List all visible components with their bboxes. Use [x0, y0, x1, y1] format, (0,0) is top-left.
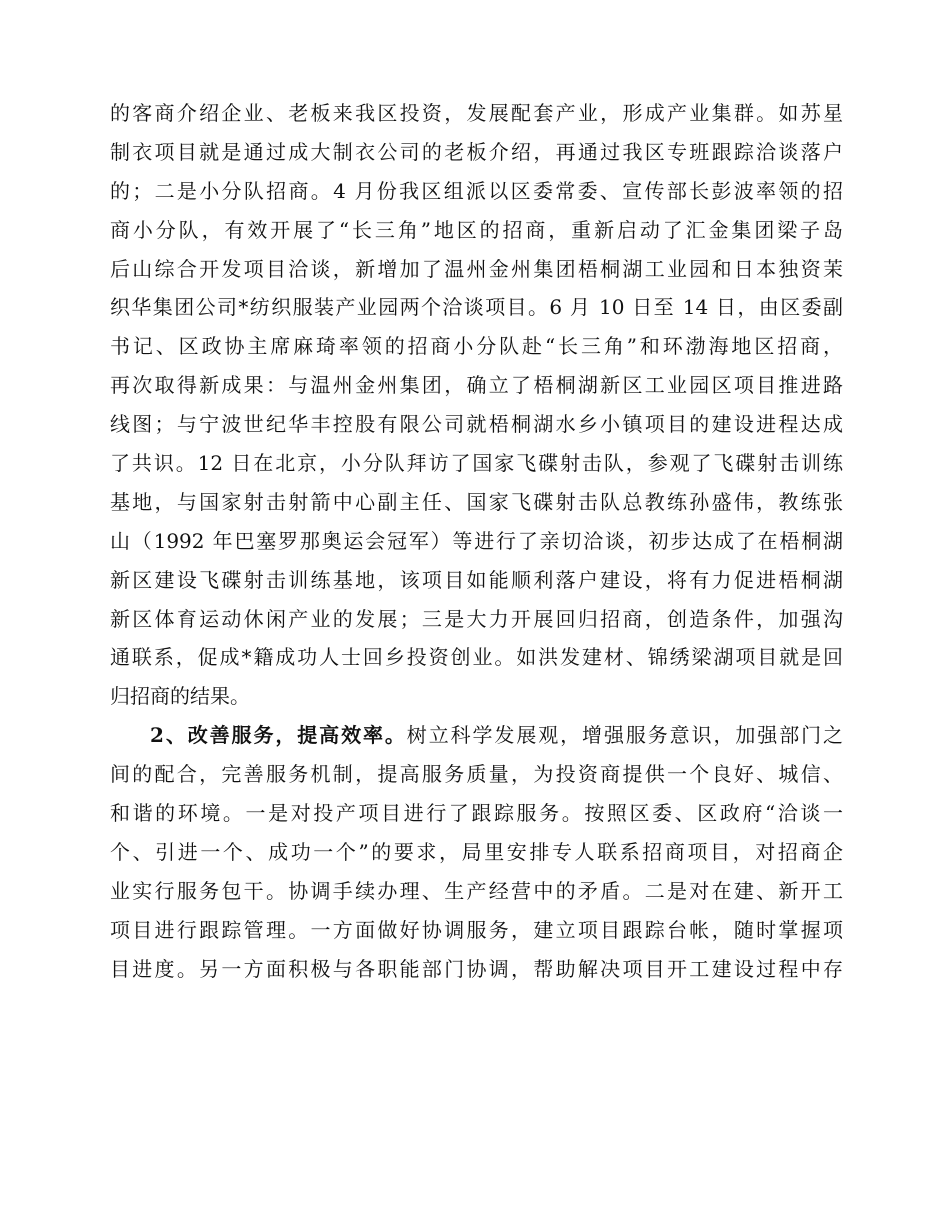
text-line: 项目进行跟踪管理。一方面做好协调服务，建立项目跟踪台帐，随时掌握项: [110, 917, 843, 942]
text-line: 后山综合开发项目洽谈，新增加了温州金州集团梧桐湖工业园和日本独资茉: [110, 256, 843, 281]
text-line: 的客商介绍企业、老板来我区投资，发展配套产业，形成产业集群。如苏星: [110, 101, 843, 125]
text-line: 了共识。12 日在北京，小分队拜访了国家飞碟射击队，参观了飞碟射击训练: [110, 451, 843, 476]
text-line: 书记、区政协主席麻琦率领的招商小分队赴“长三角”和环渤海地区招商，: [110, 334, 843, 359]
text-line: 山（1992 年巴塞罗那奥运会冠军）等进行了亲切洽谈，初步达成了在梧桐湖: [110, 528, 843, 553]
text-line-first: [110, 716, 843, 755]
heading-line-text: 树立科学发展观，增强服务意识，加强部门之: [406, 723, 844, 748]
text-line: 制衣项目就是通过成大制衣公司的老板介绍，再通过我区专班跟踪洽谈落户: [110, 139, 843, 164]
text-line: 新区建设飞碟射击训练基地，该项目如能顺利落户建设，将有力促进梧桐湖: [110, 567, 843, 592]
document-page: [110, 94, 843, 988]
text-line: 通联系，促成*籍成功人士回乡投资创业。如洪发建材、锦绣梁湖项目就是回: [110, 645, 843, 670]
text-line: 的；二是小分队招商。4 月份我区组派以区委常委、宣传部长彭波率领的招: [110, 178, 843, 203]
text-line: 基地，与国家射击射箭中心副主任、国家飞碟射击队总教练孙盛伟，教练张: [110, 489, 843, 514]
text-line: 和谐的环境。一是对投产项目进行了跟踪服务。按照区委、区政府“洽谈一: [110, 801, 843, 826]
text-line: 线图；与宁波世纪华丰控股有限公司就梧桐湖水乡小镇项目的建设进程达成: [110, 412, 843, 437]
text-line: 间的配合，完善服务机制，提高服务质量，为投资商提供一个良好、城信、: [110, 762, 843, 787]
text-line: 织华集团公司*纺织服装产业园两个洽谈项目。6 月 10 日至 14 日，由区委副: [110, 295, 843, 320]
text-line: 目进度。另一方面积极与各职能部门协调，帮助解决项目开工建设过程中存: [110, 956, 843, 981]
section-heading: 2、改善服务，提高效率。: [150, 723, 407, 748]
paragraph-improve-service: [110, 716, 843, 988]
text-line: 个、引进一个、成功一个”的要求，局里安排专人联系招商项目，对招商企: [110, 839, 843, 864]
paragraph-investment-teams: [110, 94, 843, 716]
text-line: 业实行服务包干。协调手续办理、生产经营中的矛盾。二是对在建、新开工: [110, 878, 843, 903]
text-line: 商小分队，有效开展了“长三角”地区的招商，重新启动了汇金集团梁子岛: [110, 217, 843, 242]
text-line: 再次取得新成果：与温州金州集团，确立了梧桐湖新区工业园区项目推进路: [110, 373, 843, 398]
text-line: 新区体育运动休闲产业的发展；三是大力开展回归招商，创造条件，加强沟: [110, 606, 843, 631]
text-line: 归招商的结果。: [110, 684, 250, 709]
